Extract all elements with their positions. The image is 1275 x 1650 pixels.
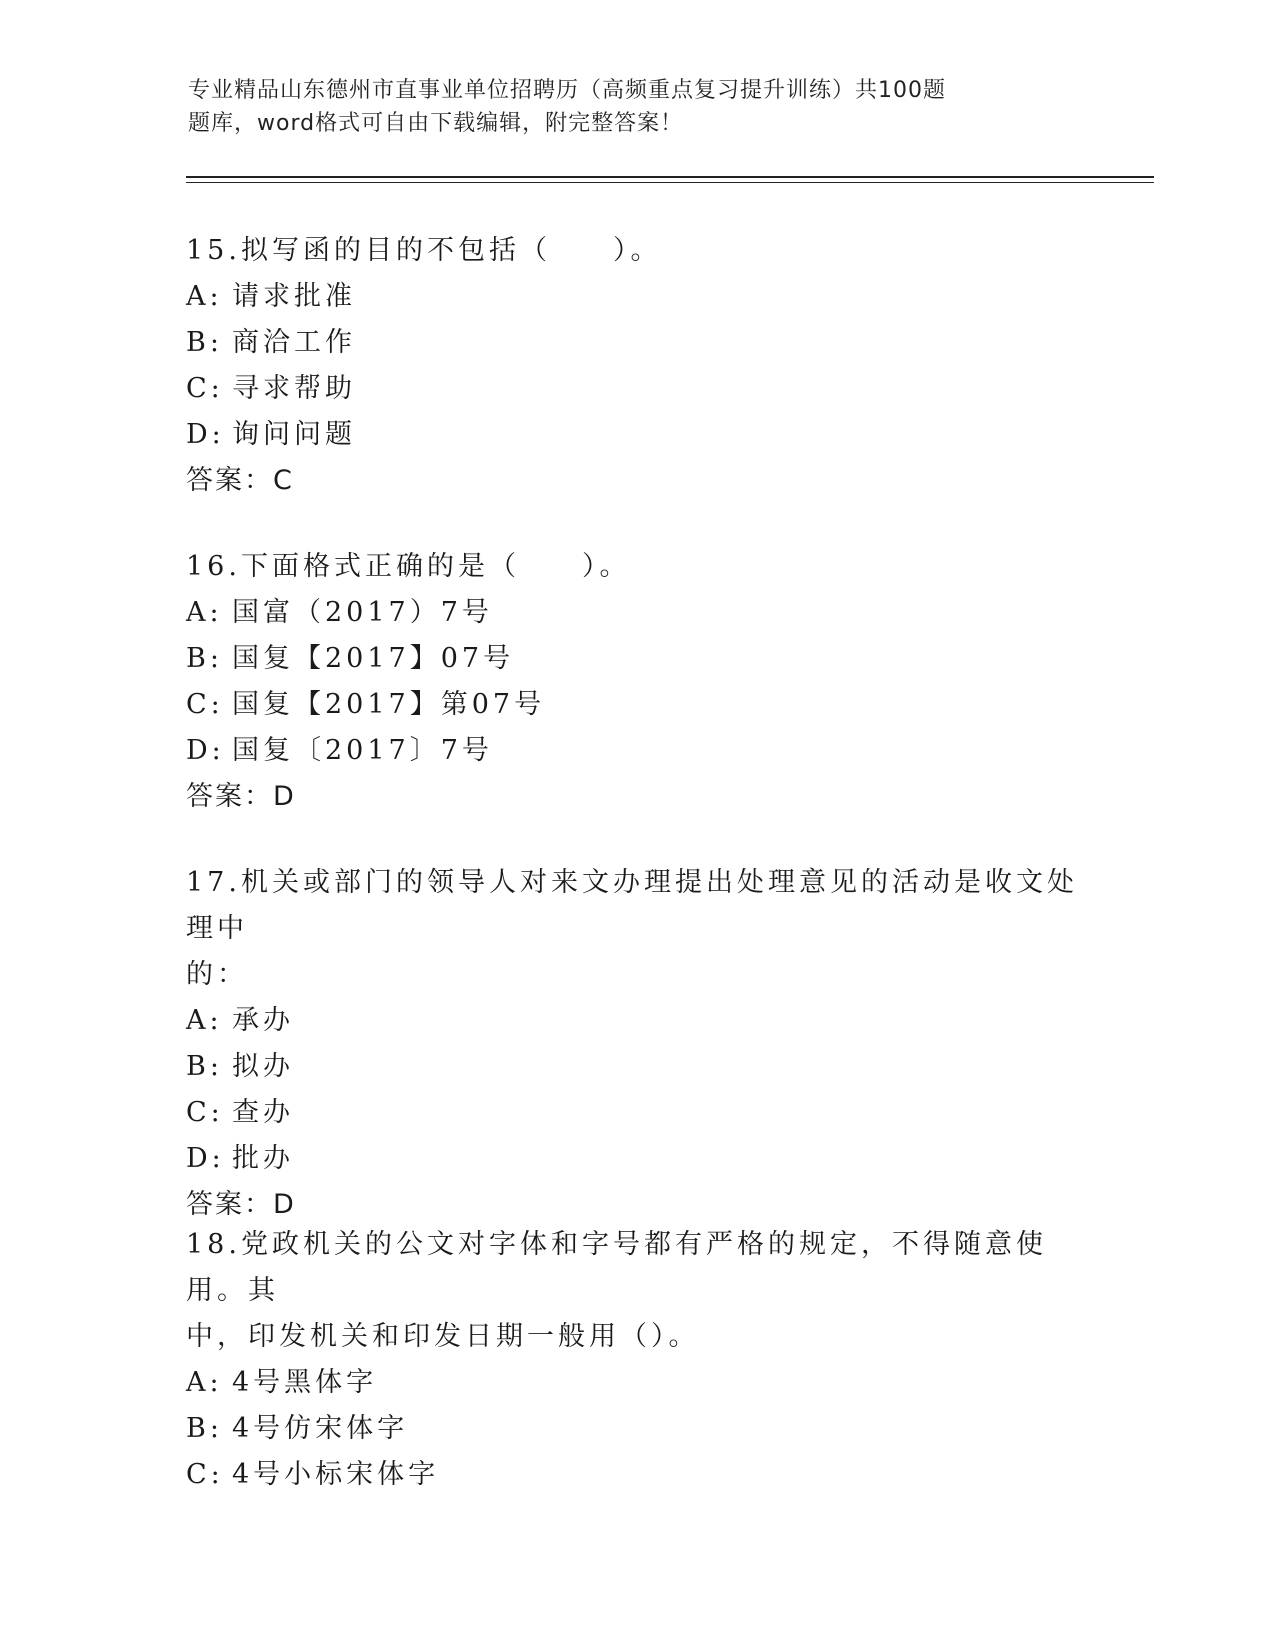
option-text: 4号仿宋体字	[232, 1413, 409, 1444]
question-18	[186, 1222, 1086, 1498]
option-text: 商洽工作	[232, 327, 356, 358]
option-c	[186, 366, 1086, 412]
question-stem: 15.拟写函的目的不包括（ ）。	[186, 235, 662, 266]
option-d	[186, 412, 1086, 458]
question-stem-line-2: 的：	[186, 959, 248, 990]
header-line-1: 专业精品山东德州市直事业单位招聘历（高频重点复习提升训练）共100题	[188, 78, 946, 103]
option-text: 国复【2017】第07号	[232, 689, 546, 720]
option-letter: C:	[186, 1097, 224, 1128]
option-text: 寻求帮助	[232, 373, 356, 404]
answer-line: 答案：C	[186, 465, 294, 496]
option-text: 询问问题	[232, 419, 356, 450]
option-a	[186, 998, 1086, 1044]
option-text: 4号小标宋体字	[232, 1459, 440, 1490]
document-header	[188, 74, 1048, 140]
option-letter: D:	[186, 735, 225, 766]
option-text: 查办	[232, 1097, 294, 1128]
option-letter: D:	[186, 1143, 225, 1174]
option-text: 国复【2017】07号	[232, 643, 515, 674]
question-16	[186, 544, 1086, 820]
option-letter: B:	[186, 643, 223, 674]
header-rule-thick	[186, 176, 1154, 178]
question-stem-line-1: 17.机关或部门的领导人对来文办理提出处理意见的活动是收文处理中	[186, 867, 1078, 944]
option-b	[186, 1406, 1086, 1452]
option-letter: B:	[186, 327, 223, 358]
option-text: 拟办	[232, 1051, 294, 1082]
answer-line: 答案：D	[186, 1189, 296, 1220]
question-stem: 16.下面格式正确的是（ ）。	[186, 551, 631, 582]
option-text: 请求批准	[232, 281, 356, 312]
question-stem-line-2: 中，印发机关和印发日期一般用（）。	[186, 1321, 700, 1352]
option-a	[186, 590, 1086, 636]
header-rule-thin	[186, 182, 1154, 183]
question-stem-line-1: 18.党政机关的公文对字体和字号都有严格的规定，不得随意使用。其	[186, 1229, 1047, 1306]
option-c	[186, 1452, 1086, 1498]
option-c	[186, 1090, 1086, 1136]
option-a	[186, 1360, 1086, 1406]
option-text: 4号黑体字	[232, 1367, 378, 1398]
header-line-2: 题库，word格式可自由下载编辑，附完整答案！	[188, 111, 684, 136]
option-text: 批办	[232, 1143, 294, 1174]
option-text: 国富（2017）7号	[232, 597, 493, 628]
option-b	[186, 636, 1086, 682]
option-text: 承办	[232, 1005, 294, 1036]
option-letter: A:	[186, 1367, 223, 1398]
option-d	[186, 1136, 1086, 1182]
option-letter: B:	[186, 1413, 223, 1444]
option-c	[186, 682, 1086, 728]
option-letter: D:	[186, 419, 225, 450]
option-d	[186, 728, 1086, 774]
option-letter: A:	[186, 281, 223, 312]
option-letter: A:	[186, 1005, 223, 1036]
option-b	[186, 1044, 1086, 1090]
question-15	[186, 228, 1086, 504]
option-letter: B:	[186, 1051, 223, 1082]
option-b	[186, 320, 1086, 366]
answer-line: 答案：D	[186, 781, 296, 812]
question-17	[186, 860, 1086, 1228]
option-letter: C:	[186, 373, 224, 404]
option-letter: A:	[186, 597, 223, 628]
option-letter: C:	[186, 689, 224, 720]
option-a	[186, 274, 1086, 320]
option-letter: C:	[186, 1459, 224, 1490]
option-text: 国复〔2017〕7号	[232, 735, 493, 766]
